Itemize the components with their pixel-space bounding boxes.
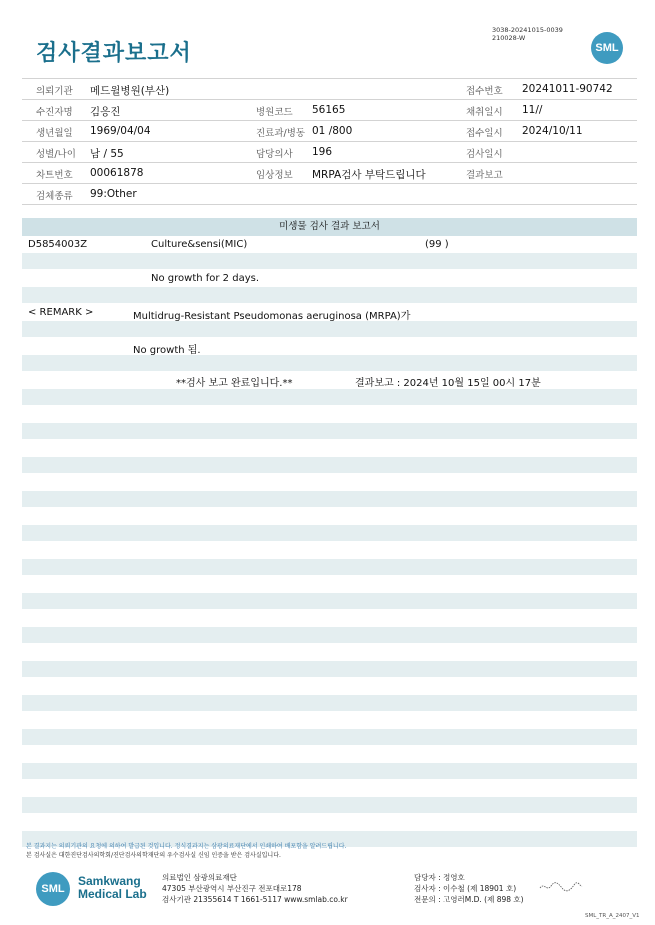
org-name: 의료법인 삼광의료재단 bbox=[162, 873, 237, 882]
document-id-line2: 210028-W bbox=[492, 34, 526, 42]
growth-note: No growth for 2 days. bbox=[151, 273, 260, 284]
row-band bbox=[22, 491, 637, 507]
brand-name bbox=[78, 875, 147, 901]
test-date-label: 검사일시 bbox=[466, 149, 503, 160]
brand-line-1: Samkwang bbox=[78, 874, 141, 888]
sex-age-label: 성별/나이 bbox=[36, 149, 76, 160]
row-band bbox=[22, 525, 637, 541]
row-band bbox=[22, 457, 637, 473]
info-row-6 bbox=[22, 184, 637, 205]
row-band bbox=[22, 423, 637, 439]
footer-logo-text: SML bbox=[41, 883, 65, 895]
row-band bbox=[22, 729, 637, 745]
examiner: 검사자 : 이수철 (제 18901 호) bbox=[414, 884, 517, 893]
info-row-4 bbox=[22, 142, 637, 163]
remark-label: < REMARK > bbox=[28, 307, 94, 318]
receipt-no-label: 접수번호 bbox=[466, 86, 503, 97]
page-title: 검사결과보고서 bbox=[36, 41, 192, 66]
row-band bbox=[22, 593, 637, 609]
row-band bbox=[22, 797, 637, 813]
document-id bbox=[492, 26, 563, 42]
test-name: Culture&sensi(MIC) bbox=[151, 239, 248, 250]
receipt-date-value: 2024/10/11 bbox=[522, 125, 583, 137]
remark-text-2: No growth 됨. bbox=[133, 345, 201, 356]
section-title: 미생물 검사 결과 보고서 bbox=[22, 218, 637, 236]
row-band bbox=[22, 287, 637, 303]
row-band bbox=[22, 627, 637, 643]
report-complete: **검사 보고 완료입니다.** bbox=[176, 378, 293, 389]
doctor-value: 196 bbox=[312, 146, 333, 158]
institution-label: 의뢰기관 bbox=[36, 86, 73, 97]
row-band bbox=[22, 355, 637, 371]
sml-logo-icon bbox=[591, 32, 623, 64]
collect-value: 11// bbox=[522, 104, 543, 116]
birth-value: 1969/04/04 bbox=[90, 125, 151, 137]
specimen-label: 검체종류 bbox=[36, 191, 73, 202]
row-band bbox=[22, 695, 637, 711]
accreditation-note: 본 검사실은 대한진단검사의학회/진단검사의학재단의 우수검사실 신임 인증을 받은 검사실입니다. bbox=[26, 852, 281, 859]
brand-line-2: Medical Lab bbox=[78, 887, 147, 901]
test-code: D5854003Z bbox=[28, 239, 88, 250]
row-band bbox=[22, 389, 637, 405]
specialist: 전문의 : 고영러M.D. (제 898 호) bbox=[414, 895, 524, 904]
doctor-label: 담당의사 bbox=[256, 149, 293, 160]
chart-label: 차트번호 bbox=[36, 170, 73, 181]
footer-note: 본 결과지는 의뢰기관의 요청에 의하여 발급된 것입니다. 정식결과지는 삼광의료재단에서 인쇄하여 배포함을 알려드립니다. bbox=[26, 843, 347, 850]
sml-logo-icon bbox=[36, 872, 70, 906]
row-band bbox=[22, 253, 637, 269]
divider bbox=[22, 204, 637, 205]
receipt-date-label: 접수일시 bbox=[466, 128, 503, 139]
patient-value: 김응진 bbox=[90, 106, 121, 118]
row-band bbox=[22, 559, 637, 575]
sex-age-value: 남 / 55 bbox=[90, 148, 124, 160]
institution-value: 메드윌병원(부산) bbox=[90, 85, 170, 97]
info-row-3 bbox=[22, 121, 637, 142]
document-id-line1: 3038-20241015-0039 bbox=[492, 26, 563, 34]
chart-value: 00061878 bbox=[90, 167, 144, 179]
row-band bbox=[22, 321, 637, 337]
info-row-2 bbox=[22, 100, 637, 121]
form-number: SML_TR_A_2407_V1 bbox=[585, 913, 640, 919]
dept-value: 01 /800 bbox=[312, 125, 353, 137]
org-address: 47305 부산광역시 부산진구 전포대로178 bbox=[162, 884, 302, 893]
clinical-label: 임상정보 bbox=[256, 170, 293, 181]
report-label: 결과보고 bbox=[466, 170, 503, 181]
test-id: (99 ) bbox=[425, 239, 449, 250]
hospital-code-value: 56165 bbox=[312, 104, 346, 116]
manager: 담당자 : 정영호 bbox=[414, 873, 465, 882]
report-time: 결과보고 : 2024년 10월 15일 00시 17분 bbox=[355, 378, 541, 389]
row-band bbox=[22, 661, 637, 677]
specimen-value: 99:Other bbox=[90, 188, 137, 200]
dept-label: 진료과/병동 bbox=[256, 128, 306, 139]
org-contact: 검사기관 21355614 T 1661-5117 www.smlab.co.kr bbox=[162, 895, 348, 904]
clinical-value: MRPA검사 부탁드립니다 bbox=[312, 169, 426, 181]
info-row-1 bbox=[22, 79, 637, 100]
receipt-no-value: 20241011-90742 bbox=[522, 83, 613, 95]
logo-text: SML bbox=[595, 42, 619, 54]
row-band bbox=[22, 763, 637, 779]
remark-text: Multidrug-Resistant Pseudomonas aeruginosa (MRPA)가 bbox=[133, 311, 411, 322]
collect-label: 채취일시 bbox=[466, 107, 503, 118]
info-row-5 bbox=[22, 163, 637, 184]
hospital-code-label: 병원코드 bbox=[256, 107, 293, 118]
signature-icon bbox=[538, 880, 584, 894]
patient-label: 수진자명 bbox=[36, 107, 73, 118]
birth-label: 생년월일 bbox=[36, 128, 73, 139]
